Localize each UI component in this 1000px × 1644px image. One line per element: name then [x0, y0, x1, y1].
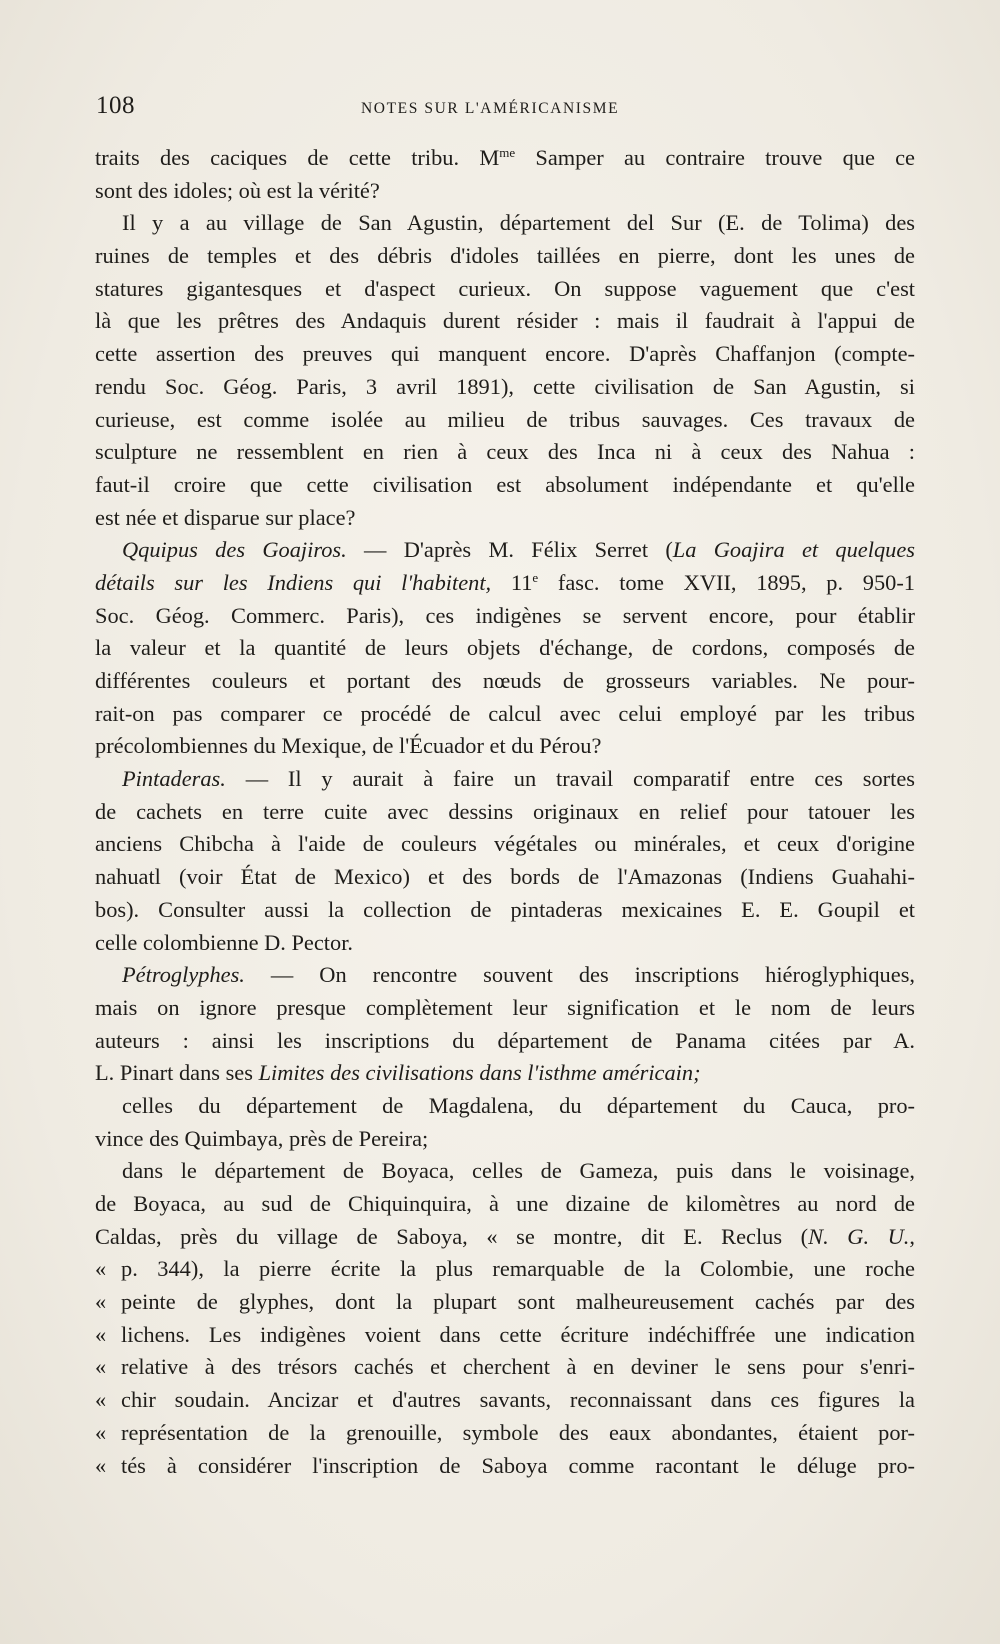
text-segment: Samper au contraire trouve que ce — [515, 145, 915, 170]
text-segment: 11 — [491, 569, 533, 595]
text-line — [95, 240, 915, 273]
page-header — [96, 92, 916, 132]
text-line — [95, 992, 915, 1025]
text-segment: Soc. Géog. Commerc. Paris), ces indigènes se servent encore, pour établir — [95, 602, 915, 628]
text-line — [95, 927, 915, 960]
text-segment: là que les prêtres des Andaquis durent résider : mais il faudrait à l'appui de — [95, 308, 915, 334]
text-line — [95, 959, 915, 992]
text-line — [95, 1286, 915, 1319]
quote-mark: « — [95, 1321, 107, 1347]
text-segment: dans le département de Boyaca, celles de Gameza, puis dans le voisinage, — [122, 1158, 915, 1184]
text-segment: celles du département de Magdalena, du département du Cauca, pro- — [122, 1092, 915, 1118]
text-segment: la valeur et la quantité de leurs objets d'échange, de cordons, composés de — [95, 635, 915, 661]
quote-mark: « — [95, 1289, 107, 1315]
page-number: 108 — [96, 92, 135, 119]
text-line — [95, 1351, 915, 1384]
quote-mark: « — [95, 1387, 107, 1413]
text-segment: nahuatl (voir État de Mexico) et des bords de l'Amazonas (Indiens Guahahi- — [95, 864, 915, 890]
italic-text: La Goajira et quelques — [672, 537, 915, 563]
text-segment: représentation de la grenouille, symbole des eaux abondantes, étaient por- — [121, 1419, 915, 1445]
text-line — [95, 567, 915, 600]
body-text — [95, 142, 915, 1482]
text-line — [95, 1384, 915, 1417]
text-segment: lichens. Les indigènes voient dans cette écriture indéchiffrée une indication — [121, 1321, 915, 1347]
text-segment: anciens Chibcha à l'aide de couleurs végétales ou minérales, et ceux d'origine — [95, 831, 915, 857]
italic-text: Qquipus des Goajiros. — [122, 537, 347, 563]
text-line — [95, 436, 915, 469]
text-segment: curieuse, est comme isolée au milieu de tribus sauvages. Ces travaux de — [95, 406, 915, 432]
text-segment: auteurs : ainsi les inscriptions du département de Panama citées par A. — [95, 1027, 915, 1053]
text-line — [95, 1090, 915, 1123]
text-line — [95, 175, 915, 208]
italic-text: Pétroglyphes. — [122, 962, 245, 988]
text-segment: chir soudain. Ancizar et d'autres savants, reconnaissant dans ces figures la — [121, 1387, 915, 1413]
text-segment: — On rencontre souvent des inscriptions hiéroglyphiques, — [244, 962, 915, 988]
text-segment: bos). Consulter aussi la collection de pintaderas mexicaines E. E. Goupil et — [95, 896, 915, 922]
text-segment: sculpture ne ressemblent en rien à ceux des Inca ni à ceux des Nahua : — [95, 439, 915, 465]
quote-mark: « — [95, 1354, 107, 1380]
text-segment: sont des idoles; où est la vérité? — [95, 177, 380, 203]
text-segment: cette assertion des preuves qui manquent encore. D'après Chaffanjon (compte- — [95, 341, 915, 367]
italic-text: Pintaderas. — [122, 766, 226, 792]
text-segment: statures gigantesques et d'aspect curieux. On suppose vaguement que c'est — [95, 275, 915, 301]
text-line — [95, 502, 915, 535]
text-segment: différentes couleurs et portant des nœuds de grosseurs variables. Ne pour- — [95, 668, 915, 693]
text-line — [95, 1025, 915, 1058]
text-line — [95, 534, 915, 567]
text-line — [95, 273, 915, 306]
text-line — [95, 1155, 915, 1188]
quote-mark: « — [95, 1452, 107, 1478]
text-segment: de cachets en terre cuite avec dessins originaux en relief pour tatouer les — [95, 798, 915, 824]
text-segment: — Il y aurait à faire un travail comparatif entre ces sortes — [225, 766, 915, 792]
text-line — [95, 1123, 915, 1156]
text-line — [95, 730, 915, 763]
text-line — [95, 894, 915, 927]
quote-mark: « — [95, 1256, 107, 1282]
text-segment: tés à considérer l'inscription de Saboya comme racontant le déluge pro- — [121, 1452, 915, 1478]
text-line — [95, 828, 915, 861]
text-segment: Il y a au village de San Agustin, département del Sur (E. de Tolima) des — [122, 210, 915, 236]
text-segment: Caldas, près du village de Saboya, « se montre, dit E. Reclus ( — [95, 1223, 809, 1249]
text-segment: rait-on pas comparer ce procédé de calcul avec celui employé par les tribus — [95, 700, 915, 726]
text-segment: celle colombienne D. Pector. — [95, 929, 354, 955]
text-line — [95, 632, 915, 665]
text-line — [95, 1221, 915, 1254]
running-title: NOTES SUR L'AMÉRICANISME — [361, 100, 620, 117]
text-segment: — D'après M. Félix Serret ( — [346, 537, 673, 563]
text-segment: fasc. tome XVII, 1895, p. 950-1 — [538, 569, 915, 595]
text-line — [95, 338, 915, 371]
text-segment: rendu Soc. Géog. Paris, 3 avril 1891), cette civilisation de San Agustin, si — [95, 373, 915, 399]
text-line — [95, 207, 915, 240]
text-line — [95, 469, 915, 502]
text-line — [95, 142, 915, 175]
superscript: e — [532, 569, 539, 585]
text-segment: ruines de temples et des débris d'idoles taillées en pierre, dont les unes de — [95, 243, 915, 269]
text-segment: vince des Quimbaya, près de Pereira; — [95, 1125, 429, 1151]
text-segment: mais on ignore presque complètement leur signification et le nom de leurs — [95, 994, 915, 1020]
text-line — [95, 1253, 915, 1286]
text-segment: faut-il croire que cette civilisation est absolument indépendante et qu'elle — [95, 471, 915, 497]
text-line — [95, 404, 915, 437]
text-segment: , — [909, 1223, 915, 1249]
text-line — [95, 698, 915, 731]
text-segment: de Boyaca, au sud de Chiquinquira, à une dizaine de kilomètres au nord de — [95, 1191, 915, 1216]
text-segment: précolombiennes du Mexique, de l'Écuador et du Pérou? — [95, 733, 602, 759]
text-line — [95, 1319, 915, 1352]
text-segment: traits des caciques de cette tribu. M — [95, 145, 500, 170]
text-segment: relative à des trésors cachés et cherchent à en deviner le sens pour s'enri- — [121, 1354, 915, 1380]
text-line — [95, 861, 915, 894]
text-line — [95, 763, 915, 796]
text-segment: est née et disparue sur place? — [95, 504, 356, 530]
text-line — [95, 305, 915, 338]
text-line — [95, 1188, 915, 1221]
text-line — [95, 1417, 915, 1450]
quote-mark: « — [95, 1419, 107, 1445]
text-line — [95, 1057, 915, 1090]
italic-text: N. G. U. — [808, 1223, 910, 1249]
italic-text: Limites des civilisations dans l'isthme américain; — [258, 1060, 701, 1086]
text-segment: p. 344), la pierre écrite la plus remarquable de la Colombie, une roche — [121, 1256, 915, 1282]
text-line — [95, 600, 915, 633]
text-segment: peinte de glyphes, dont la plupart sont malheureusement cachés par des — [121, 1289, 915, 1315]
text-line — [95, 665, 915, 698]
italic-text: détails sur les Indiens qui l'habitent, — [95, 569, 492, 595]
text-line — [95, 796, 915, 829]
text-segment: L. Pinart dans ses — [95, 1060, 259, 1086]
superscript: me — [499, 145, 516, 160]
text-line — [95, 1450, 915, 1483]
text-line — [95, 371, 915, 404]
